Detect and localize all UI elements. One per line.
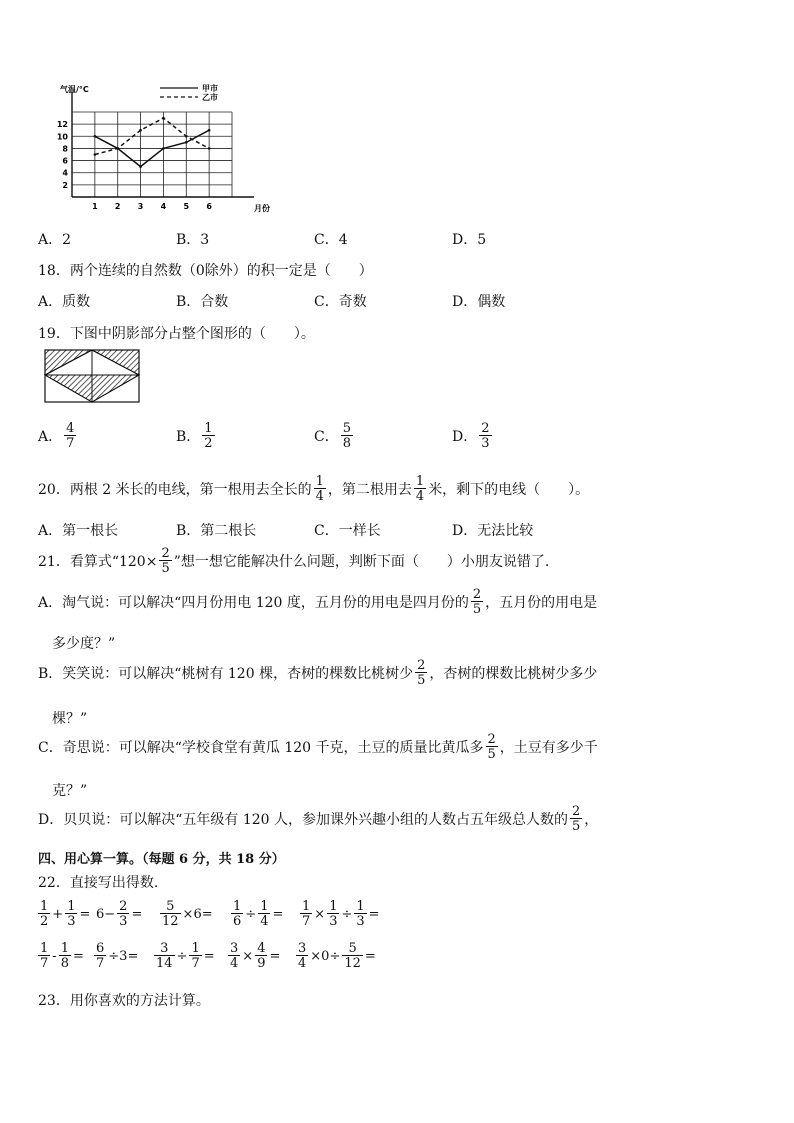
temperature-line-chart	[50, 80, 290, 220]
q19-option-d[interactable]: D． $\frac{2}{3}$	[452, 421, 490, 451]
y-tick-label: 12	[56, 120, 68, 130]
data-point	[162, 117, 165, 120]
q19-option-b[interactable]: B． $\frac{1}{2}$	[176, 421, 213, 451]
y-tick-label: 10	[56, 132, 68, 142]
calc-item: $\frac{6}{7}$ ÷3=	[96, 941, 139, 971]
data-point	[139, 165, 142, 168]
q18-option-a[interactable]: A．质数	[38, 294, 91, 310]
q17-option-c[interactable]: C．4	[314, 232, 348, 248]
fraction: $\frac{5}{8}$	[342, 421, 351, 451]
calc-item: $\frac{3}{4}$ ×0÷ $\frac{5}{12}$ =	[298, 941, 376, 971]
q20-question: 20．两根 2 米长的电线，第一根用去全长的 $\frac{1}{4}$ ，第二根用去 $\frac{1}{4}$ 米，剩下的电线（ ）。	[38, 474, 590, 504]
q21-option-d[interactable]: D．贝贝说：可以解决“五年级有 120 人，参加课外兴趣小组的人数占五年级总人数的 $\frac{2}{5}$ ，	[38, 804, 599, 834]
q17-option-a[interactable]: A．2	[38, 232, 72, 248]
fraction: $\frac{4}{7}$	[66, 421, 75, 451]
data-point	[116, 147, 119, 150]
fraction: $\frac{1}{2}$	[204, 421, 213, 451]
calc-item: $\frac{1}{2}$ + $\frac{1}{3}$ =	[40, 899, 91, 929]
data-point	[208, 147, 211, 150]
section-4-heading: 四、用心算一算。（每题 6 分，共 18 分）	[38, 852, 285, 867]
q21-option-a[interactable]: A．淘气说：可以解决“四月份用电 120 度，五月份的用电是四月份的 $\frac{2}{5}$ ，五月份的用电是	[38, 587, 598, 617]
q19-option-c[interactable]: C． $\frac{5}{8}$	[314, 421, 351, 451]
data-point	[139, 129, 142, 132]
fraction: $\frac{2}{3}$	[481, 421, 490, 451]
q18-option-d[interactable]: D．偶数	[452, 294, 506, 310]
q22-question: 22．直接写出得数.	[38, 875, 159, 891]
q21-option-c[interactable]: C．奇思说：可以解决“学校食堂有黄瓜 120 千克，土豆的质量比黄瓜多 $\frac{2}{5}$ ，土豆有多少千	[38, 732, 598, 762]
data-point	[162, 147, 165, 150]
q19-option-a[interactable]: A． $\frac{4}{7}$	[38, 421, 75, 451]
x-tick-label: 1	[92, 202, 98, 211]
q20-option-b[interactable]: B．第二根长	[176, 523, 257, 539]
legend-label: 甲市	[202, 84, 218, 93]
chart-axes	[72, 92, 254, 197]
y-tick-label: 6	[62, 156, 68, 166]
calc-item: $\frac{1}{7}$ - $\frac{1}{8}$ =	[40, 941, 84, 971]
q17-option-b[interactable]: B．3	[176, 232, 210, 248]
q20-option-d[interactable]: D．无法比较	[452, 523, 534, 539]
calc-item: $\frac{1}{6}$ ÷ $\frac{1}{4}$ =	[233, 899, 284, 929]
q17-option-d[interactable]: D．5	[452, 232, 487, 248]
q21-option-b-cont: 棵？”	[52, 711, 88, 727]
calc-item: $\frac{3}{14}$ ÷ $\frac{1}{7}$ =	[156, 941, 215, 971]
y-tick-label: 8	[62, 144, 68, 154]
data-point	[94, 153, 97, 156]
x-tick-label: 4	[160, 202, 167, 211]
q18-option-c[interactable]: C．奇数	[314, 294, 367, 310]
x-tick-label: 5	[183, 202, 190, 211]
q18-option-b[interactable]: B．合数	[176, 294, 229, 310]
x-tick-label: 3	[137, 202, 144, 211]
y-axis-label: 气温/°C	[60, 85, 89, 94]
shaded-rectangle-figure	[44, 349, 140, 403]
q21-question: 21．看算式“120× $\frac{2}{5}$ ”想一想它能解决什么问题，判断下面（ ）小朋友说错了.	[38, 546, 550, 576]
calc-item: $\frac{1}{7}$ × $\frac{1}{3}$ ÷ $\frac{1}{3}$ =	[302, 899, 380, 929]
y-tick-label: 4	[62, 168, 68, 178]
q20-option-c[interactable]: C．一样长	[314, 523, 381, 539]
calc-item: $\frac{3}{4}$ × $\frac{4}{9}$ =	[230, 941, 281, 971]
x-tick-label: 2	[114, 202, 121, 211]
data-point	[185, 135, 188, 138]
q21-option-a-cont: 多少度？”	[52, 636, 116, 652]
calc-item: 6− $\frac{2}{3}$ =	[96, 899, 143, 929]
q20-option-a[interactable]: A．第一根长	[38, 523, 119, 539]
data-point	[208, 129, 211, 132]
calc-item: $\frac{5}{12}$ ×6=	[162, 899, 213, 929]
q21-option-c-cont: 克？”	[52, 783, 88, 799]
data-point	[185, 141, 188, 144]
q21-option-b[interactable]: B．笑笑说：可以解决“桃树有 120 棵，杏树的棵数比桃树少 $\frac{2}{5}$ ，杏树的棵数比桃树少多少	[38, 658, 598, 688]
q18-question: 18．两个连续的自然数（0除外）的积一定是（ ）	[38, 263, 373, 279]
data-point	[94, 135, 97, 138]
q23-question: 23．用你喜欢的方法计算。	[38, 993, 210, 1009]
legend-label: 乙市	[202, 93, 218, 102]
x-tick-label: 6	[206, 202, 212, 211]
q19-question: 19．下图中阴影部分占整个图形的（ ）。	[38, 326, 315, 342]
y-tick-label: 2	[62, 180, 68, 190]
x-axis-label: 月份	[254, 204, 270, 213]
